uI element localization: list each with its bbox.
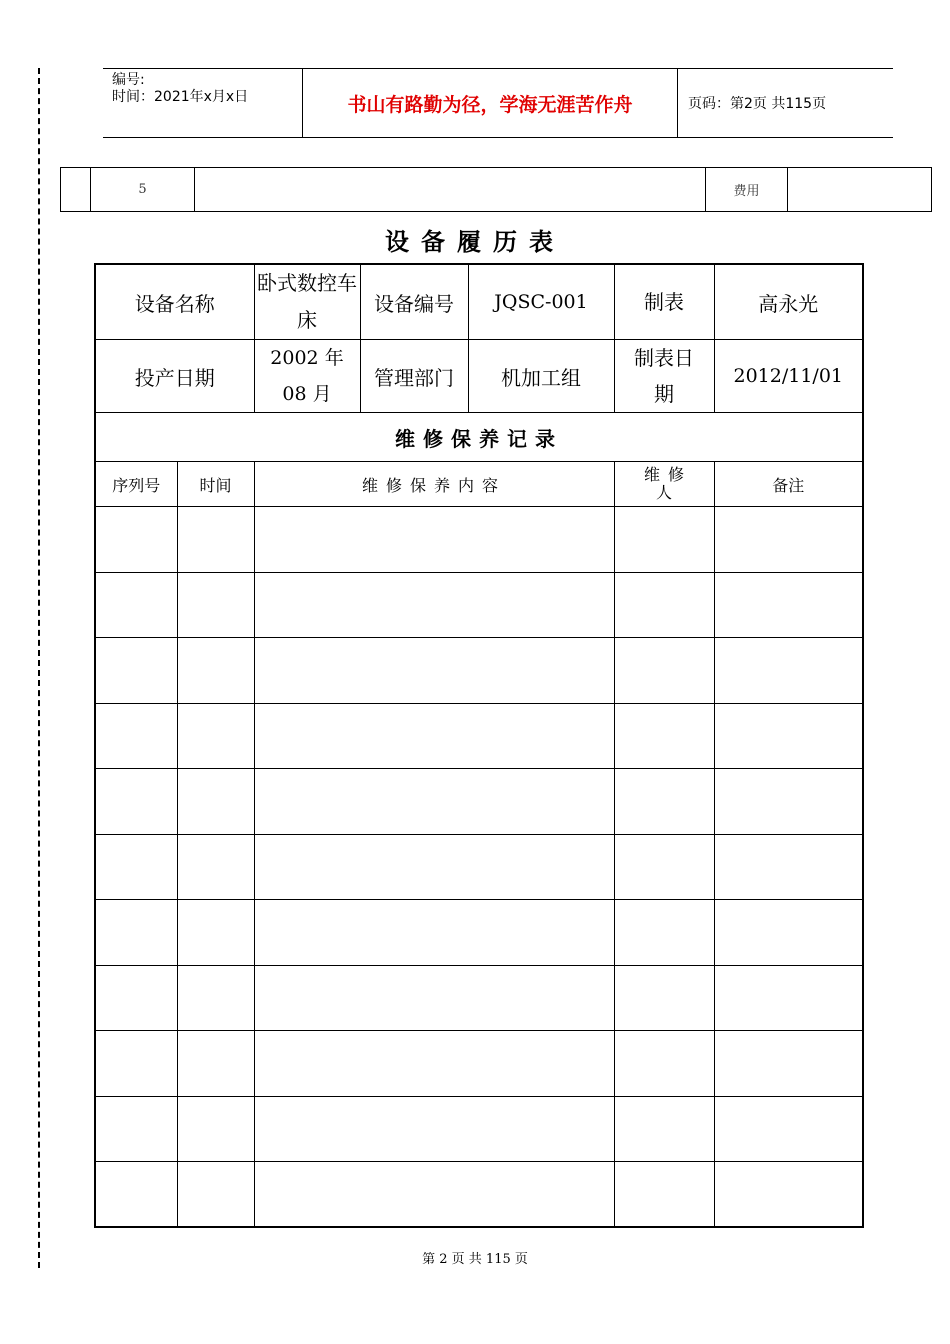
table-cell <box>614 1031 714 1097</box>
table-cell <box>254 1162 614 1228</box>
table-cell <box>714 965 863 1031</box>
table-cell <box>95 703 177 769</box>
fragment-cost-label: 费用 <box>706 168 788 212</box>
table-cell <box>254 572 614 638</box>
table-cell <box>254 1031 614 1097</box>
table-row <box>95 769 863 835</box>
date-value: 2012/11/01 <box>714 340 863 413</box>
table-cell <box>614 769 714 835</box>
name-label: 设备名称 <box>95 264 254 340</box>
table-cell <box>714 900 863 966</box>
table-row <box>95 1096 863 1162</box>
number-label: 编号: <box>112 72 145 88</box>
start-label: 投产日期 <box>95 340 254 413</box>
section-title: 维修保养记录 <box>95 413 863 462</box>
table-cell <box>714 1162 863 1228</box>
table-cell <box>95 834 177 900</box>
table-row <box>95 638 863 704</box>
dept-label: 管理部门 <box>360 340 468 413</box>
table-cell <box>614 900 714 966</box>
table-cell <box>254 638 614 704</box>
fragment-cell <box>788 168 932 212</box>
page-footer: 第 2 页 共 115 页 <box>422 1252 528 1267</box>
table-cell <box>254 1096 614 1162</box>
col-seq: 序列号 <box>95 462 177 507</box>
table-cell <box>714 769 863 835</box>
table-cell <box>614 1162 714 1228</box>
table-cell <box>614 1096 714 1162</box>
dept-value: 机加工组 <box>468 340 614 413</box>
date-line: 时间：2021年x月x日 <box>112 89 249 105</box>
header-page-code: 页码：第2页 共115页 <box>688 96 827 112</box>
table-cell <box>714 1096 863 1162</box>
table-cell <box>614 572 714 638</box>
table-cell <box>95 638 177 704</box>
table-row <box>95 572 863 638</box>
name-value: 卧式数控车床 <box>254 264 360 340</box>
code-value: JQSC-001 <box>468 264 614 340</box>
table-cell <box>95 769 177 835</box>
table-cell <box>177 703 254 769</box>
table-cell <box>614 703 714 769</box>
table-cell <box>177 1096 254 1162</box>
table-row <box>95 1031 863 1097</box>
table-cell <box>254 965 614 1031</box>
table-cell <box>177 638 254 704</box>
table-cell <box>254 834 614 900</box>
table-cell <box>177 900 254 966</box>
table-cell <box>177 1162 254 1228</box>
table-cell <box>177 1031 254 1097</box>
table-cell <box>177 834 254 900</box>
table-cell <box>254 507 614 573</box>
start-value: 2002 年 08 月 <box>254 340 360 413</box>
table-row <box>61 168 932 212</box>
page-header <box>103 68 893 138</box>
fragment-cell <box>61 168 91 212</box>
table-cell <box>177 965 254 1031</box>
table-cell <box>95 1096 177 1162</box>
table-row <box>95 507 863 573</box>
table-cell <box>95 965 177 1031</box>
table-cell <box>177 572 254 638</box>
table-row <box>95 1162 863 1228</box>
fragment-cell <box>195 168 706 212</box>
section-row <box>95 413 863 462</box>
maker-label: 制表 <box>614 264 714 340</box>
table-cell <box>714 1031 863 1097</box>
column-header-row <box>95 462 863 507</box>
table-cell <box>714 572 863 638</box>
table-cell <box>714 703 863 769</box>
table-row <box>95 703 863 769</box>
col-repairer: 维修人 <box>614 462 714 507</box>
info-row-1 <box>95 264 863 340</box>
table-row <box>95 965 863 1031</box>
previous-table-fragment <box>60 167 932 212</box>
table-cell <box>95 1031 177 1097</box>
fragment-seq: 5 <box>91 168 195 212</box>
maker-value: 高永光 <box>714 264 863 340</box>
col-time: 时间 <box>177 462 254 507</box>
info-row-2 <box>95 340 863 413</box>
table-cell <box>714 507 863 573</box>
equipment-history-table <box>94 263 864 1228</box>
table-cell <box>95 900 177 966</box>
table-cell <box>714 638 863 704</box>
date-label: 制表日期 <box>614 340 714 413</box>
table-row <box>95 834 863 900</box>
table-cell <box>714 834 863 900</box>
table-cell <box>254 900 614 966</box>
table-cell <box>254 769 614 835</box>
table-cell <box>95 572 177 638</box>
table-cell <box>614 834 714 900</box>
table-cell <box>95 1162 177 1228</box>
table-cell <box>177 507 254 573</box>
table-cell <box>95 507 177 573</box>
table-cell <box>614 638 714 704</box>
header-slogan: 书山有路勤为径，学海无涯苦作舟 <box>303 69 678 137</box>
table-cell <box>614 965 714 1031</box>
code-label: 设备编号 <box>360 264 468 340</box>
table-row <box>95 900 863 966</box>
table-cell <box>254 703 614 769</box>
table-cell <box>177 769 254 835</box>
page-title: 设备履历表 <box>385 228 565 256</box>
col-remark: 备注 <box>714 462 863 507</box>
table-cell <box>614 507 714 573</box>
col-content: 维修保养内容 <box>254 462 614 507</box>
header-left <box>103 69 303 137</box>
